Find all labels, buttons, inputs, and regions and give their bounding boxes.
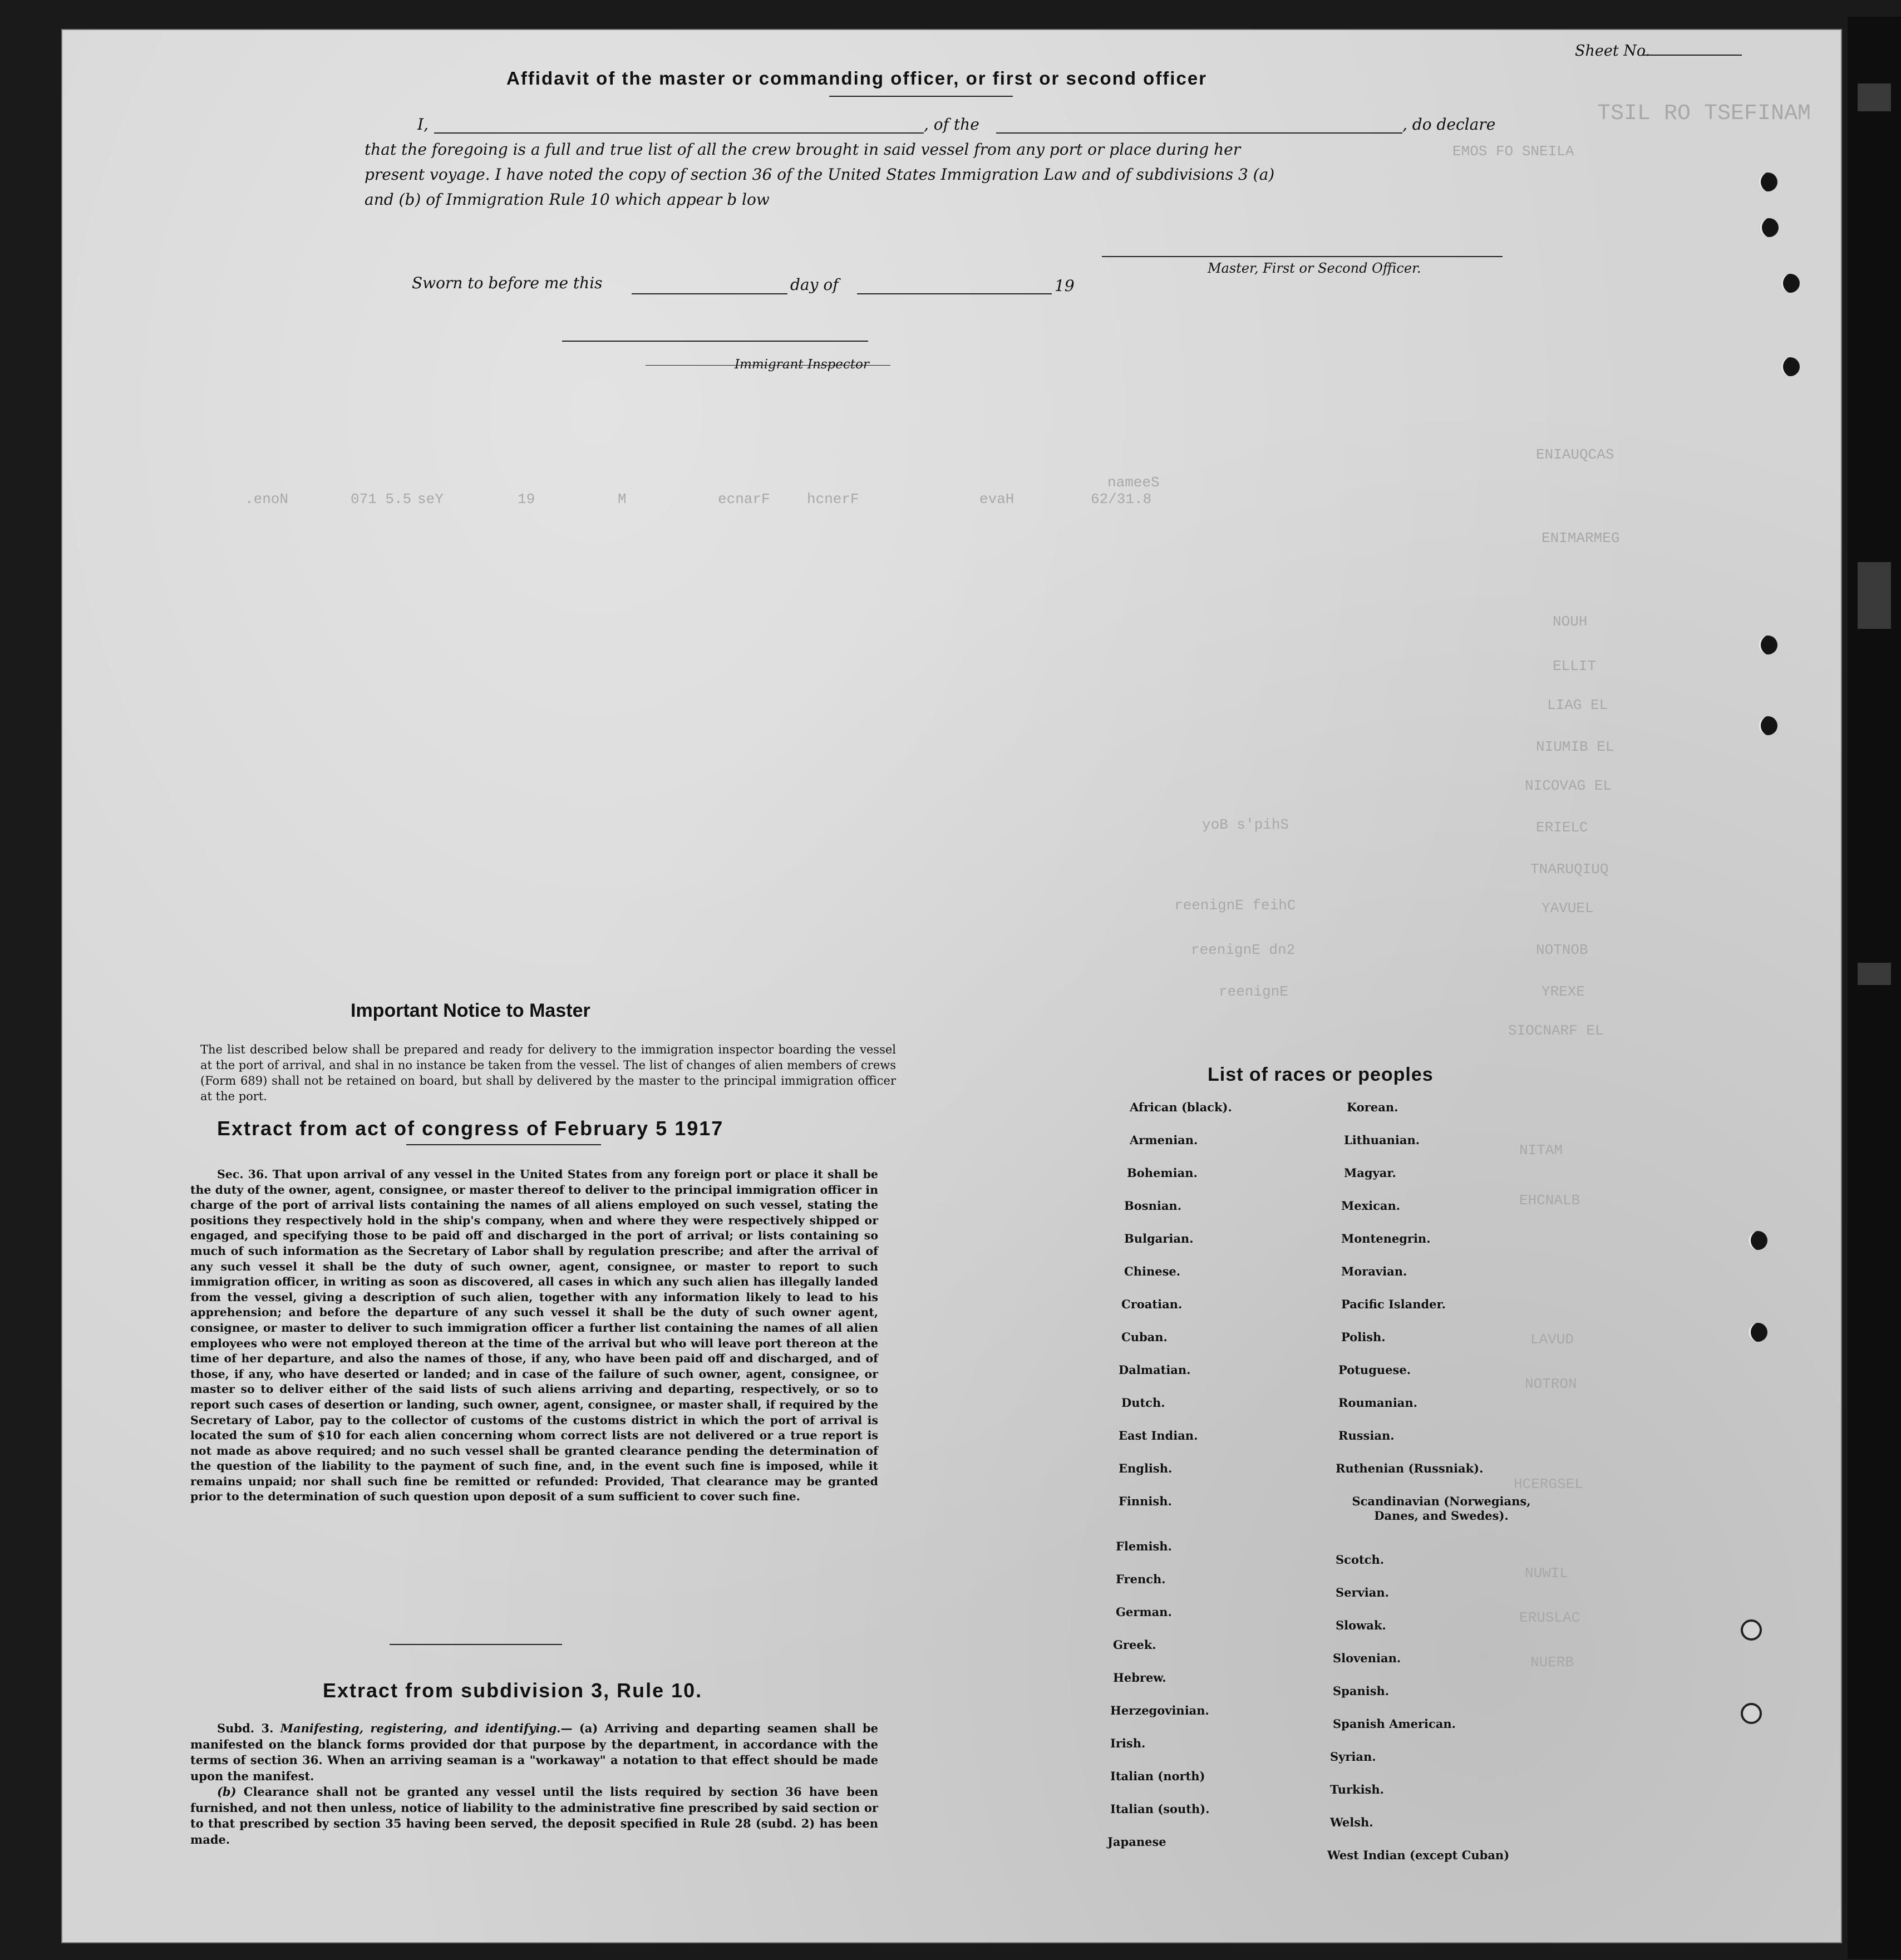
race-item: Scotch.	[1336, 1553, 1385, 1567]
race-item: Syrian.	[1330, 1750, 1376, 1764]
affidavit-title: Affidavit of the master or commanding officer, or first or second officer	[506, 68, 1208, 88]
punch-hole	[1781, 357, 1800, 376]
punch-hole	[1759, 173, 1777, 191]
race-item: Russian.	[1338, 1429, 1395, 1442]
race-item: Dalmatian.	[1119, 1363, 1191, 1377]
race-item: Polish.	[1341, 1330, 1386, 1344]
race-item: Magyar.	[1344, 1166, 1396, 1180]
inspector-signature-line[interactable]	[562, 341, 868, 342]
punch-hole	[1759, 636, 1777, 654]
race-item: Montenegrin.	[1341, 1232, 1431, 1245]
rule-title: Extract from subdivision 3, Rule 10.	[323, 1679, 703, 1702]
race-item: Greek.	[1113, 1638, 1156, 1652]
punch-hole	[1741, 1619, 1762, 1641]
race-item: Roumanian.	[1338, 1396, 1417, 1410]
punch-hole	[1749, 1323, 1767, 1342]
race-item: Turkish.	[1330, 1782, 1384, 1796]
race-item: Potuguese.	[1338, 1363, 1411, 1377]
day-of-label: day of	[790, 275, 839, 294]
dark-edge-strip	[1848, 17, 1901, 1959]
race-item: Bohemian.	[1127, 1166, 1198, 1180]
subd-para-a: — (a) Arriving and departing seamen shall be manifested on the blanck forms provided dor that purpose by the department, in accordance with the terms of section 36. When an arriving seaman is a "workaway" a notation to that effect should be made upon the manifest.	[190, 1721, 878, 1783]
race-item: Italian (south).	[1110, 1802, 1210, 1816]
master-signature-line[interactable]	[1102, 256, 1503, 257]
subd-label: Subd. 3.	[217, 1721, 274, 1735]
sworn-label: Sworn to before me this	[412, 274, 603, 292]
race-item: Spanish American.	[1333, 1717, 1456, 1731]
race-item: Lithuanian.	[1344, 1133, 1420, 1147]
race-item: Korean.	[1347, 1100, 1398, 1114]
section-36-text	[190, 1167, 878, 1505]
punch-hole	[1760, 218, 1779, 237]
subd-para-b: Clearance shall not be granted any vessel until the lists required by section 36 have been furnished, and not then unless, notice of liability to the administrative fine prescribed by said section or to that prescribed by section 35 having been served, the deposit specified in Rule 28 (subd. 2) has been made.	[190, 1785, 878, 1846]
sheet-number-label: Sheet No.	[1575, 42, 1651, 60]
race-item: Pacific Islander.	[1341, 1297, 1446, 1311]
section-36-body: That upon arrival of any vessel in the United States from any foreign port or place it shall be the duty of the owner, agent, consignee, or master thereof to deliver to the principal immigration officer in charge of the port of arrival lists containing the names of all aliens employed on such vessel, stating the positions they respectively hold in the ship's company, when and where they were respectively shipped or engaged, and specifying those to be paid off and discharged in the port of arrival; or lists containing so much of such information as the Secretary of Labor shall by regulation prescribe; and after the arrival of any such vessel it shall be the duty of such owner, agent, consignee, or master to report to such immigration officer, in writing as soon as discovered, all cases in which any such alien has illegally landed from the vessel, giving a description of such alien, together with any information likely to lead to his apprehension; and before the departure of any such vessel it shall be the duty of such owner agent, consignee, or master to deliver to such immigration officer a further list containing the names of all alien employees who were not employed thereon at the time of the arrival but who will leave port thereon at the time of her departure, and also the names of those, if any, who have been paid off and discharged, and of those, if any, who have deserted or landed; and in case of the failure of such owner, agent, consignee, or master so to deliver either of the said lists of such aliens arriving and departing, respectively, or so to report such cases of desertion or landing, such owner, agent, consignee, or master shall, if required by the Secretary of Labor, pay to the collector of customs of the customs district in which the port of arrival is located the sum of $10 for each alien concerning whom correct lists are not delivered or a true report is not made as above required; and no such vessel shall be granted clearance pending the determination of the question of the liability to the payment of such fine, and, in the event such fine is imposed, while it remains unpaid; nor shall such fine be remitted or refunded: Provided, That clearance may be granted prior to the determination of such question upon deposit of a sum sufficient to cover such fine.	[190, 1168, 878, 1504]
race-item: French.	[1116, 1572, 1166, 1586]
race-item: Ruthenian (Russniak).	[1336, 1461, 1484, 1475]
affidavit-line-4: and (b) of Immigration Rule 10 which appear b low	[365, 190, 770, 209]
race-item: Bosnian.	[1124, 1199, 1182, 1213]
race-item: Armenian.	[1130, 1133, 1198, 1147]
year-prefix: 19	[1055, 277, 1075, 295]
race-item: Cuban.	[1121, 1330, 1168, 1344]
races-title: List of races or peoples	[1208, 1064, 1434, 1085]
race-item: African (black).	[1130, 1100, 1232, 1114]
race-item: Finnish.	[1119, 1494, 1172, 1508]
affidavit-declare: , do declare	[1402, 115, 1496, 134]
race-item: Welsh.	[1330, 1815, 1373, 1829]
title-rule	[829, 96, 1013, 97]
race-item: Herzegovinian.	[1110, 1703, 1209, 1717]
sheet-number-line	[1642, 55, 1742, 56]
section-36-label: Sec. 36.	[217, 1168, 268, 1181]
subd-heading: Manifesting, registering, and identifying.	[280, 1721, 561, 1735]
race-item: Servian.	[1336, 1585, 1389, 1599]
race-item: Moravian.	[1341, 1264, 1407, 1278]
manifest-page: TSIL RO TSEFINAM EMOS FO SNEILA ENIAUQCAS ENIMARMEG NOUH ELLIT LIAG EL NIUMIB EL NICOVAG EL ERIELC TNARUQIUQ YAVUEL NOTNOB YREXE SIOCNARF EL NITAM EHCNALB LAVUD NOTRON HCERGSEL NUWIL ERUSLAC NUERB nameeS yoB s'pihS reenignE feihC reenignE dn2 reenignE ecnarF hcnerF evaH 62/31.8 M 19 seY .enoN 071 5.5 Affidavit of the master or commanding officer, or first or second officer Sheet No. I, , of the , do declare that the foregoing is a full and true list of all the crew brought in said vessel from any port or place during her present voyage. I have noted the copy of section 36 of the United States Immigration Law and of subdivisions 3 (a) and (b) of Immigration Rule 10 which appear b low Master, First or Second Officer. Sworn to before me this day of 19 Immigrant Inspector Important Notice to Master The list described below shall be prepared and ready for delivery to the immigration inspector boarding the vessel at the port of arrival, and shal in no instance be taken from the vessel. The list of changes of alien members of crews (Form 689) shall not be retained on board, but shall by delivered by the master to the principal immigration officer at the port. Extract from act of congress of February 5 1917 Sec. 36. That upon arrival of any vessel in the United States from any foreign port or place it shall be the duty of the owner, agent, consignee, or master thereof to deliver to the principal immigration officer in charge of the port of arrival lists containing the names of all aliens employed on such vessel, stating the positions they respectively hold in the ship's company, when and where they were respectively shipped or engaged, and specifying those to be paid off and discharged in the port of arrival; or lists containing so much of such information as the Secretary of Labor shall by regulation prescribe; and after the arrival of any such vessel it shall be the duty of such owner, agent, consignee, or master to report to such immigration officer, in writing as soon as discovered, all cases in which any such alien has illegally landed from the vessel, giving a description of such alien, together with any information likely to lead to his apprehension; and before the departure of any such vessel it shall be the duty of such owner agent, consignee, or master to deliver to such immigration officer a further list containing the names of all alien employees who were not employed thereon at the time of the arrival but who will leave port thereon at the time of her departure, and also the names of those, if any, who have been paid off and discharged, and of those, if any, who have deserted or landed; and in case of the failure of such owner, agent, consignee, or master so to deliver either of the said lists of such aliens arriving and departing, respectively, or so to report such cases of desertion or landing, such owner, agent, consignee, or master shall, if required by the Secretary of Labor, pay to the collector of customs of the customs district in which the port of arrival is located the sum of $10 for each alien concerning whom correct lists are not delivered or a true report is not made as above required; and no such vessel shall be granted clearance pending the determination of the question of the liability to the payment of such fine, and, in the event such fine is imposed, while it remains unpaid; nor shall such fine be remitted or refunded: Provided, That clearance may be granted prior to the determination of such question upon deposit of a sum sufficient to cover such fine. Extract from subdivision 3, Rule 10. Subd. 3. Manifesting, registering, and identifying.— (a) Arriving and departing seamen shall be manifested on the blanck forms provided dor that purpose by the department, in accordance with the terms of section 36. When an arriving seaman is a "workaway" a notation to that effect should be made upon the manifest. (b) Clearance shall not be granted any vessel until the lists required by section 36 have been furnished, and not then unless, notice of liability to the administrative fine prescribed by said section or to that prescribed by section 35 having been served, the deposit specified in Rule 28 (subd. 2) has been made. List of races or peoples African (black). Armenian. Bohemian. Bosnian. Bulgarian. Chinese. Croatian. Cuban. Dalmatian. Dutch. East Indian. English. Finnish. Flemish. French. German. Greek. Hebrew. Herzegovinian. Irish. Italian (north) Italian (south). Japanese Korean. Lithuanian. Magyar. Mexican. Montenegrin. Moravian. Pacific Islander. Polish. Potuguese. Roumanian. Russian. Ruthenian (Russniak). Scandinavian (Norwegians, Danes, and Swedes). Scotch. Servian. Slowak. Slovenian. Spanish. Spanish American. Syrian. Turkish. Welsh. West Indian (except Cuban)	[61, 29, 1842, 1943]
master-label: Master, First or Second Officer.	[1208, 260, 1421, 276]
race-item: Italian (north)	[1110, 1769, 1205, 1783]
race-item: Dutch.	[1121, 1396, 1165, 1410]
race-item: Chinese.	[1124, 1264, 1181, 1278]
subd-para-b-label: (b)	[217, 1785, 237, 1799]
race-item: Croatian.	[1121, 1297, 1183, 1311]
affidavit-i: I,	[417, 115, 429, 134]
notice-text: The list described below shall be prepared and ready for delivery to the immigration inspector boarding the vessel at the port of arrival, and shal in no instance be taken from the vessel. The list of changes of alien members of crews (Form 689) shall not be retained on board, but shall by delivered by the master to the principal immigration officer at the port.	[200, 1043, 896, 1103]
act-title-rule	[406, 1144, 601, 1145]
punch-hole	[1749, 1231, 1767, 1250]
inspector-label: Immigrant Inspector	[735, 357, 869, 372]
affidavit-line-3: present voyage. I have noted the copy of section 36 of the United States Immigration Law and of subdivisions 3 (a)	[365, 165, 1275, 184]
vessel-field-line[interactable]	[996, 132, 1402, 134]
rule-10-text	[190, 1721, 878, 1848]
punch-hole	[1781, 274, 1800, 293]
race-item: Irish.	[1110, 1736, 1146, 1750]
act-title: Extract from act of congress of February 5 1917	[217, 1117, 724, 1140]
race-item: Scandinavian (Norwegians, Danes, and Swedes).	[1352, 1494, 1531, 1523]
sworn-day-line[interactable]	[632, 293, 787, 294]
race-item: English.	[1119, 1461, 1173, 1475]
race-item: Japanese	[1107, 1835, 1166, 1849]
section-divider	[390, 1644, 562, 1645]
race-item: Bulgarian.	[1124, 1232, 1194, 1245]
race-item: West Indian (except Cuban)	[1327, 1848, 1510, 1862]
race-item: Slowak.	[1336, 1618, 1386, 1632]
race-item: Spanish.	[1333, 1684, 1390, 1698]
sworn-month-line[interactable]	[857, 293, 1052, 294]
race-item: Mexican.	[1341, 1199, 1401, 1213]
notice-title: Important Notice to Master	[351, 1000, 590, 1021]
name-field-line[interactable]	[434, 132, 924, 134]
race-item: German.	[1116, 1605, 1172, 1619]
race-item: Flemish.	[1116, 1539, 1172, 1553]
punch-hole	[1741, 1703, 1762, 1724]
race-item: East Indian.	[1119, 1429, 1198, 1442]
affidavit-of-the: , of the	[924, 115, 979, 134]
race-item: Slovenian.	[1333, 1651, 1401, 1665]
punch-hole	[1759, 716, 1777, 735]
affidavit-line-2: that the foregoing is a full and true list of all the crew brought in said vessel from any port or place during her	[365, 140, 1241, 159]
race-item: Hebrew.	[1113, 1671, 1166, 1685]
